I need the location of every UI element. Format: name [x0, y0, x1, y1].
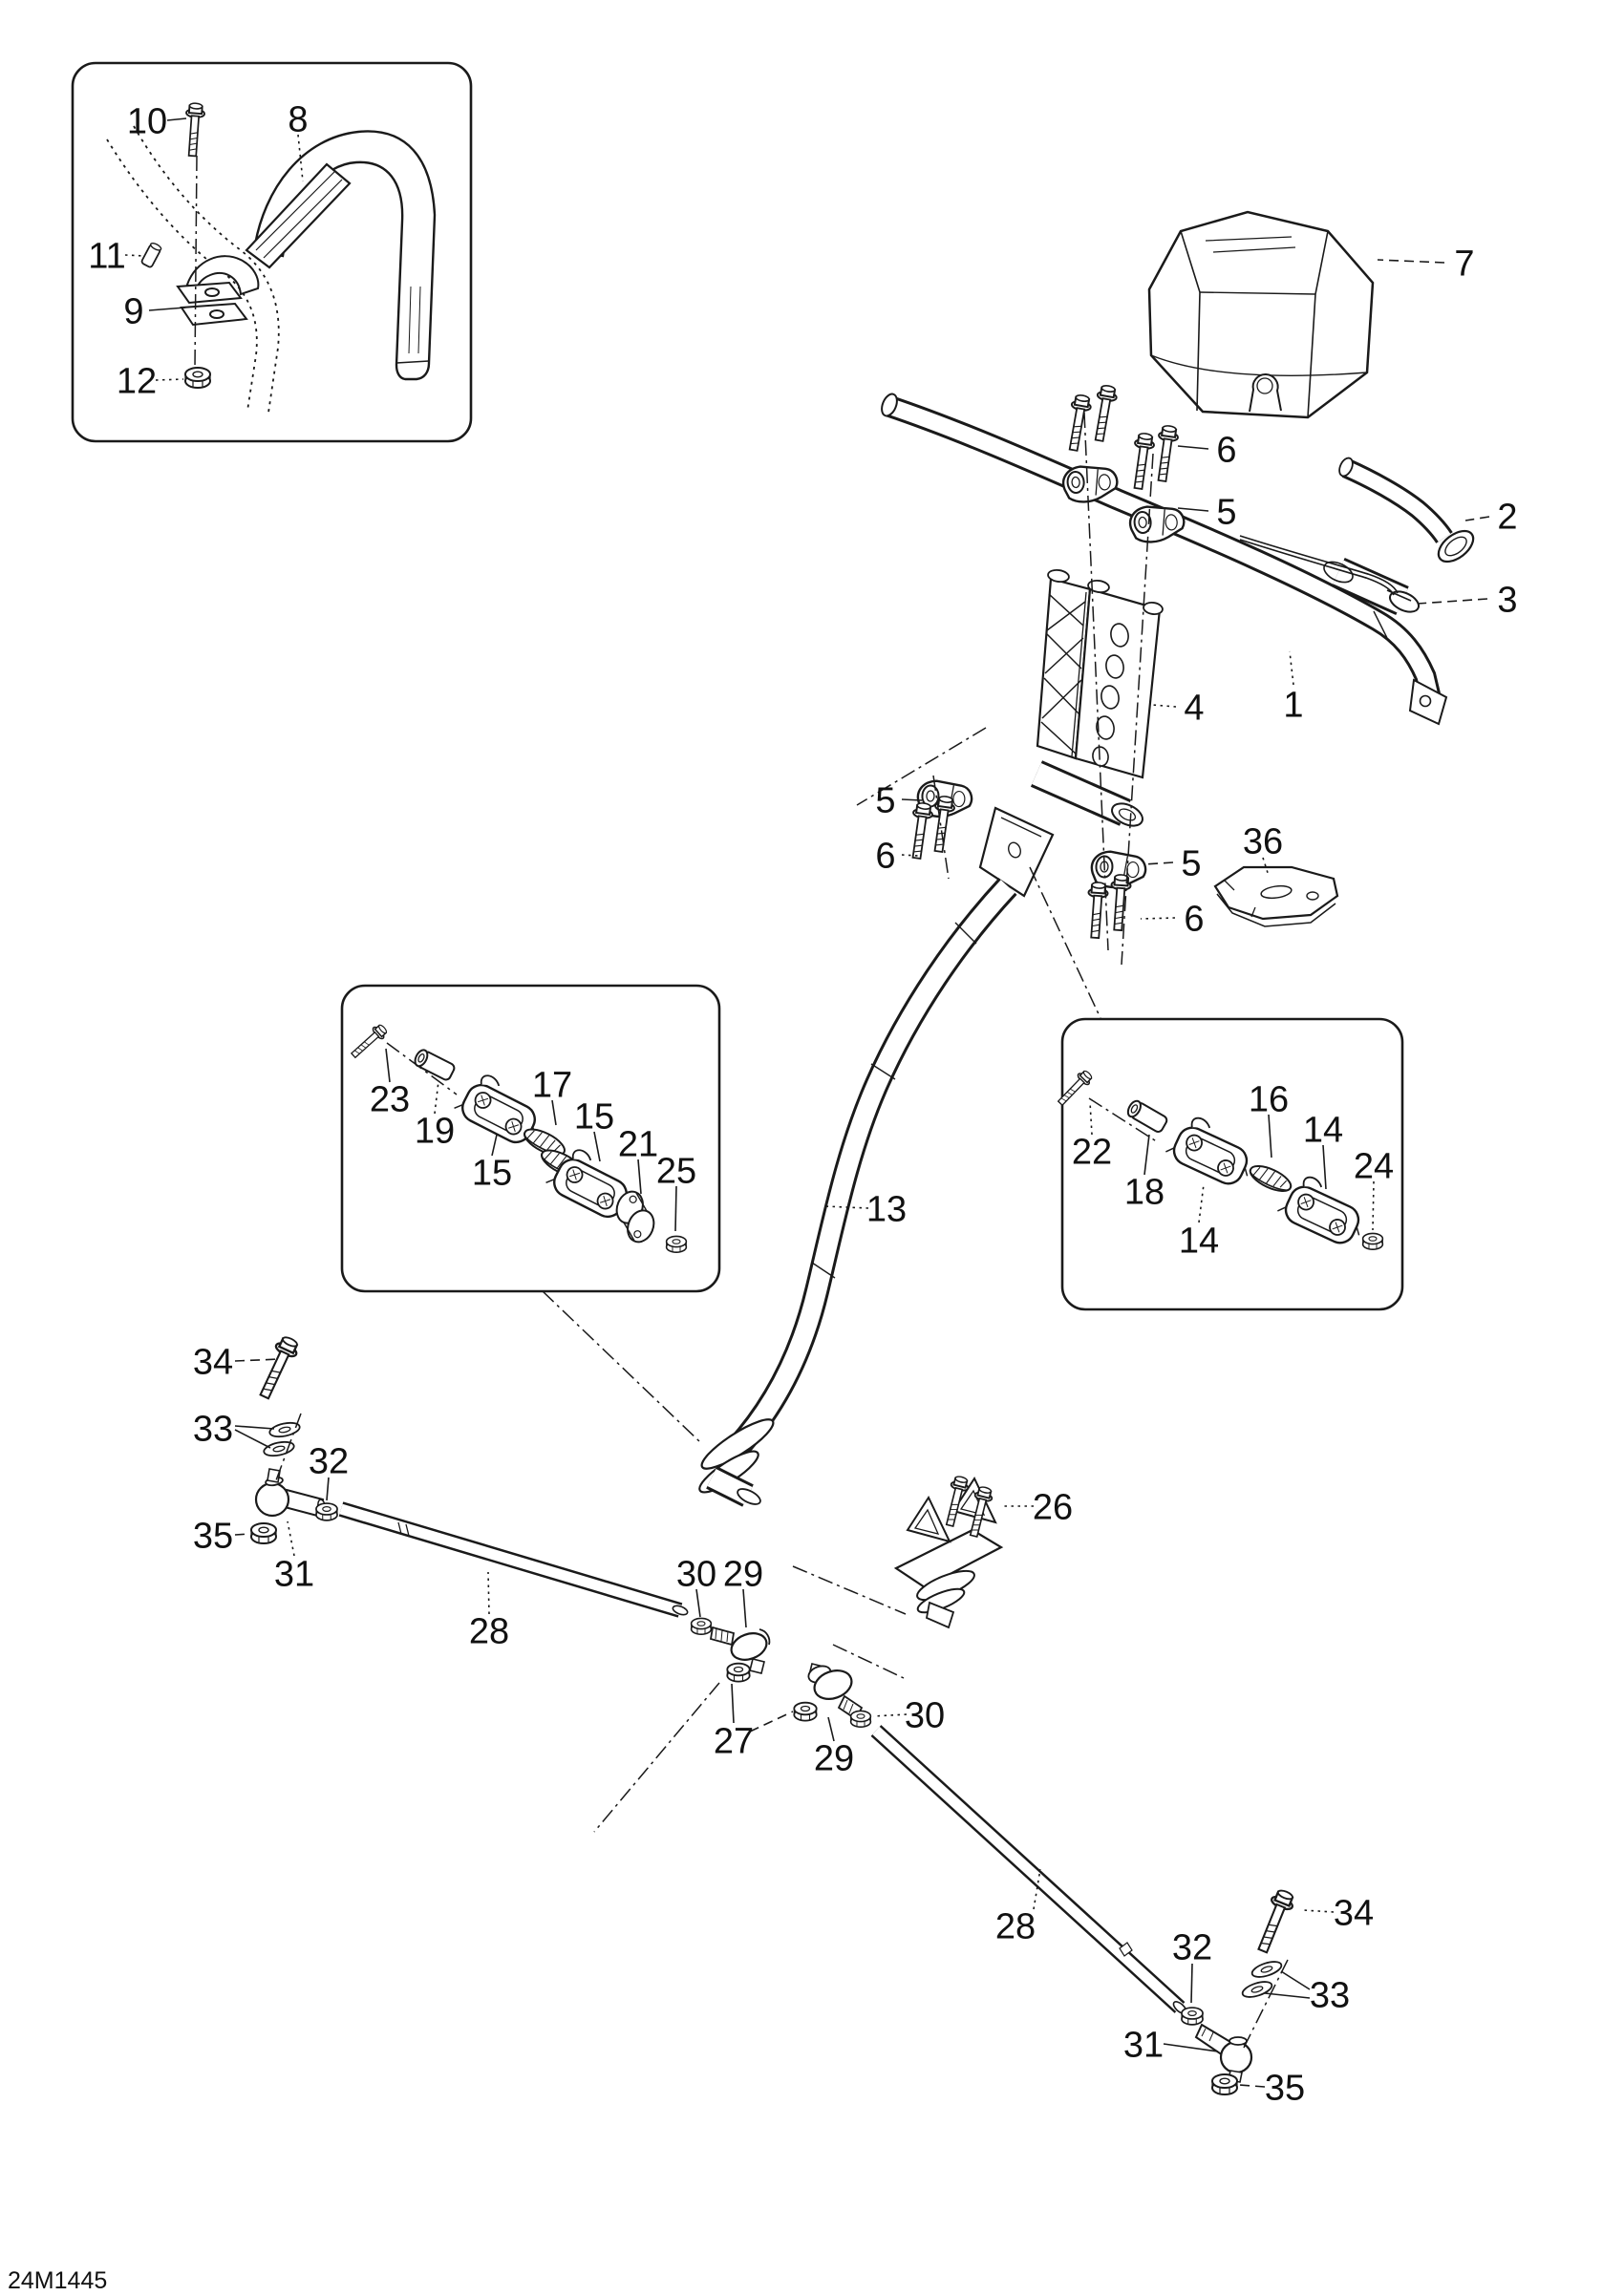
part-25-nut: [667, 1236, 687, 1252]
callout-label-19: 19: [414, 1111, 456, 1152]
callout-label-5: 5: [1181, 843, 1202, 884]
diagram-code: 24M1445: [8, 2267, 108, 2294]
callout-label-11: 11: [88, 236, 126, 277]
callout-leader-33: [235, 1426, 274, 1429]
callout-label-30: 30: [675, 1554, 717, 1595]
callout-leader-31: [288, 1521, 294, 1556]
callout-leader-16: [1269, 1115, 1271, 1158]
callout-label-17: 17: [531, 1065, 573, 1106]
callout-label-27: 27: [713, 1721, 755, 1762]
callout-label-31: 31: [1122, 2025, 1165, 2066]
callout-label-18: 18: [1123, 1172, 1165, 1213]
callout-leader-4: [1152, 705, 1176, 707]
callout-label-35: 35: [1264, 2068, 1306, 2109]
callout-label-28: 28: [994, 1906, 1036, 1947]
part-16-insert: [1247, 1161, 1294, 1197]
part-6-bolt: [1090, 384, 1119, 442]
callout-label-33: 33: [1309, 1975, 1351, 2016]
callout-label-7: 7: [1454, 244, 1475, 285]
part-13-steering-column: [694, 886, 1008, 1507]
callout-label-13: 13: [865, 1189, 908, 1230]
callout-leader-33: [235, 1430, 270, 1448]
callout-leader-12: [156, 379, 183, 380]
part-6-bolt: [1129, 433, 1156, 490]
part-14-coupler-half: [1165, 1111, 1261, 1190]
part-5-clamp: [1129, 504, 1186, 543]
callout-label-30: 30: [904, 1695, 946, 1736]
part-35-nut: [1212, 2074, 1237, 2094]
callout-label-35: 35: [192, 1516, 234, 1557]
callout-leader-6: [1141, 918, 1175, 919]
part-27-jam-nut: [727, 1664, 749, 1682]
callout-leader-34: [1303, 1910, 1334, 1912]
part-30-nut: [692, 1618, 712, 1634]
part-6-bolt: [1064, 393, 1093, 452]
callout-leader-14: [1199, 1184, 1204, 1222]
callout-label-15: 15: [573, 1096, 615, 1137]
part-22-bolt: [1055, 1069, 1094, 1109]
part-8-grab-handle: [246, 131, 435, 379]
callout-leader-29: [828, 1717, 834, 1741]
part-36-bracket-plate: [1215, 867, 1337, 926]
callout-label-2: 2: [1497, 497, 1518, 538]
part-34-bolt: [1252, 1887, 1296, 1954]
callout-label-3: 3: [1497, 580, 1518, 621]
callout-label-4: 4: [1184, 688, 1205, 729]
callout-label-36: 36: [1242, 821, 1284, 862]
callout-label-22: 22: [1071, 1132, 1113, 1173]
callout-label-32: 32: [308, 1441, 350, 1482]
callout-leader-1: [1290, 651, 1293, 685]
part-32-nut: [316, 1503, 337, 1520]
callout-label-14: 14: [1178, 1221, 1220, 1262]
callout-label-28: 28: [468, 1611, 510, 1652]
callout-label-34: 34: [192, 1342, 234, 1383]
part-1-handlebar: [879, 392, 1446, 724]
part-2-grip: [1336, 456, 1479, 567]
callout-leader-27: [750, 1711, 793, 1732]
callout-label-24: 24: [1353, 1146, 1395, 1187]
callout-label-15: 15: [471, 1153, 513, 1194]
callout-leader-18: [1144, 1135, 1149, 1175]
callout-label-34: 34: [1333, 1893, 1375, 1934]
callout-leader-30: [873, 1714, 907, 1716]
callout-leader-10: [167, 118, 186, 120]
callout-leader-24: [1373, 1181, 1374, 1230]
callout-label-5: 5: [875, 780, 896, 821]
callout-leader-32: [1191, 1964, 1192, 2003]
part-33-washer: [268, 1420, 301, 1438]
callout-leader-28: [488, 1572, 489, 1614]
part-19-spacer: [413, 1048, 456, 1081]
part-32-nut: [1182, 2008, 1203, 2025]
callout-leader-35: [235, 1534, 250, 1535]
part-7-steering-cover: [1149, 212, 1373, 417]
callout-leader-11: [125, 255, 144, 256]
callout-label-33: 33: [192, 1409, 234, 1450]
part-10-bolt: [183, 103, 205, 157]
callout-label-6: 6: [1184, 899, 1205, 940]
callout-label-21: 21: [617, 1124, 659, 1165]
callout-label-8: 8: [288, 99, 309, 140]
callout-label-25: 25: [655, 1151, 697, 1192]
callout-label-16: 16: [1248, 1079, 1290, 1120]
part-34-bolt: [254, 1334, 301, 1401]
callout-label-23: 23: [369, 1079, 411, 1120]
callout-leader-7: [1378, 260, 1444, 263]
callout-leader-25: [675, 1186, 676, 1231]
part-35-nut: [251, 1523, 276, 1543]
callout-label-1: 1: [1283, 685, 1304, 726]
callout-label-9: 9: [123, 291, 144, 332]
callout-leader-21: [638, 1159, 641, 1194]
callout-leader-3: [1418, 599, 1487, 604]
callout-leader-9: [149, 308, 185, 310]
callout-leader-5: [1143, 862, 1173, 864]
callout-label-26: 26: [1032, 1487, 1074, 1528]
part-12-nut: [185, 368, 210, 388]
part-30-nut: [851, 1711, 871, 1727]
callout-leader-34: [235, 1359, 280, 1361]
part-11-pin: [141, 242, 162, 267]
callout-leader-22: [1090, 1102, 1092, 1135]
callout-leader-14: [1323, 1145, 1326, 1189]
callout-label-5: 5: [1216, 492, 1237, 533]
part-6-bolt: [908, 802, 934, 860]
callout-leader-33: [1281, 1971, 1310, 1989]
callout-leader-23: [386, 1049, 390, 1082]
callout-leader-33: [1265, 1993, 1310, 1998]
callout-leader-2: [1465, 517, 1489, 521]
part-28-tie-rod-right: [876, 1731, 1188, 2015]
callout-leader-35: [1239, 2085, 1265, 2087]
part-24-nut: [1363, 1233, 1383, 1249]
part-6-bolt: [1108, 874, 1131, 930]
part-18-spacer: [1125, 1098, 1168, 1133]
center-lines: [192, 156, 1288, 2048]
callout-label-32: 32: [1171, 1927, 1213, 1968]
callout-leader-29: [743, 1589, 746, 1627]
callout-label-6: 6: [1216, 430, 1237, 471]
callout-label-12: 12: [116, 361, 158, 402]
part-28-tie-rod-left: [341, 1509, 689, 1616]
callout-label-10: 10: [126, 101, 168, 142]
callout-label-6: 6: [875, 836, 896, 877]
callout-label-31: 31: [273, 1554, 315, 1595]
callout-label-29: 29: [722, 1554, 764, 1595]
part-31-tie-rod-end: [1196, 2025, 1251, 2082]
callout-label-14: 14: [1302, 1110, 1344, 1151]
callout-leader-6: [902, 855, 918, 856]
part-6-bolt: [1153, 425, 1180, 482]
callout-leader-6: [1178, 446, 1208, 449]
part-33-washer: [1250, 1959, 1283, 1980]
callout-leader-19: [435, 1081, 438, 1114]
part-9-clamp: [178, 256, 258, 325]
callout-leader-5: [1178, 508, 1208, 511]
part-27-jam-nut: [794, 1703, 816, 1721]
callout-leader-5: [902, 799, 922, 800]
part-23-bolt: [349, 1022, 389, 1060]
callout-label-29: 29: [813, 1738, 855, 1779]
callout-leader-27: [732, 1684, 734, 1723]
